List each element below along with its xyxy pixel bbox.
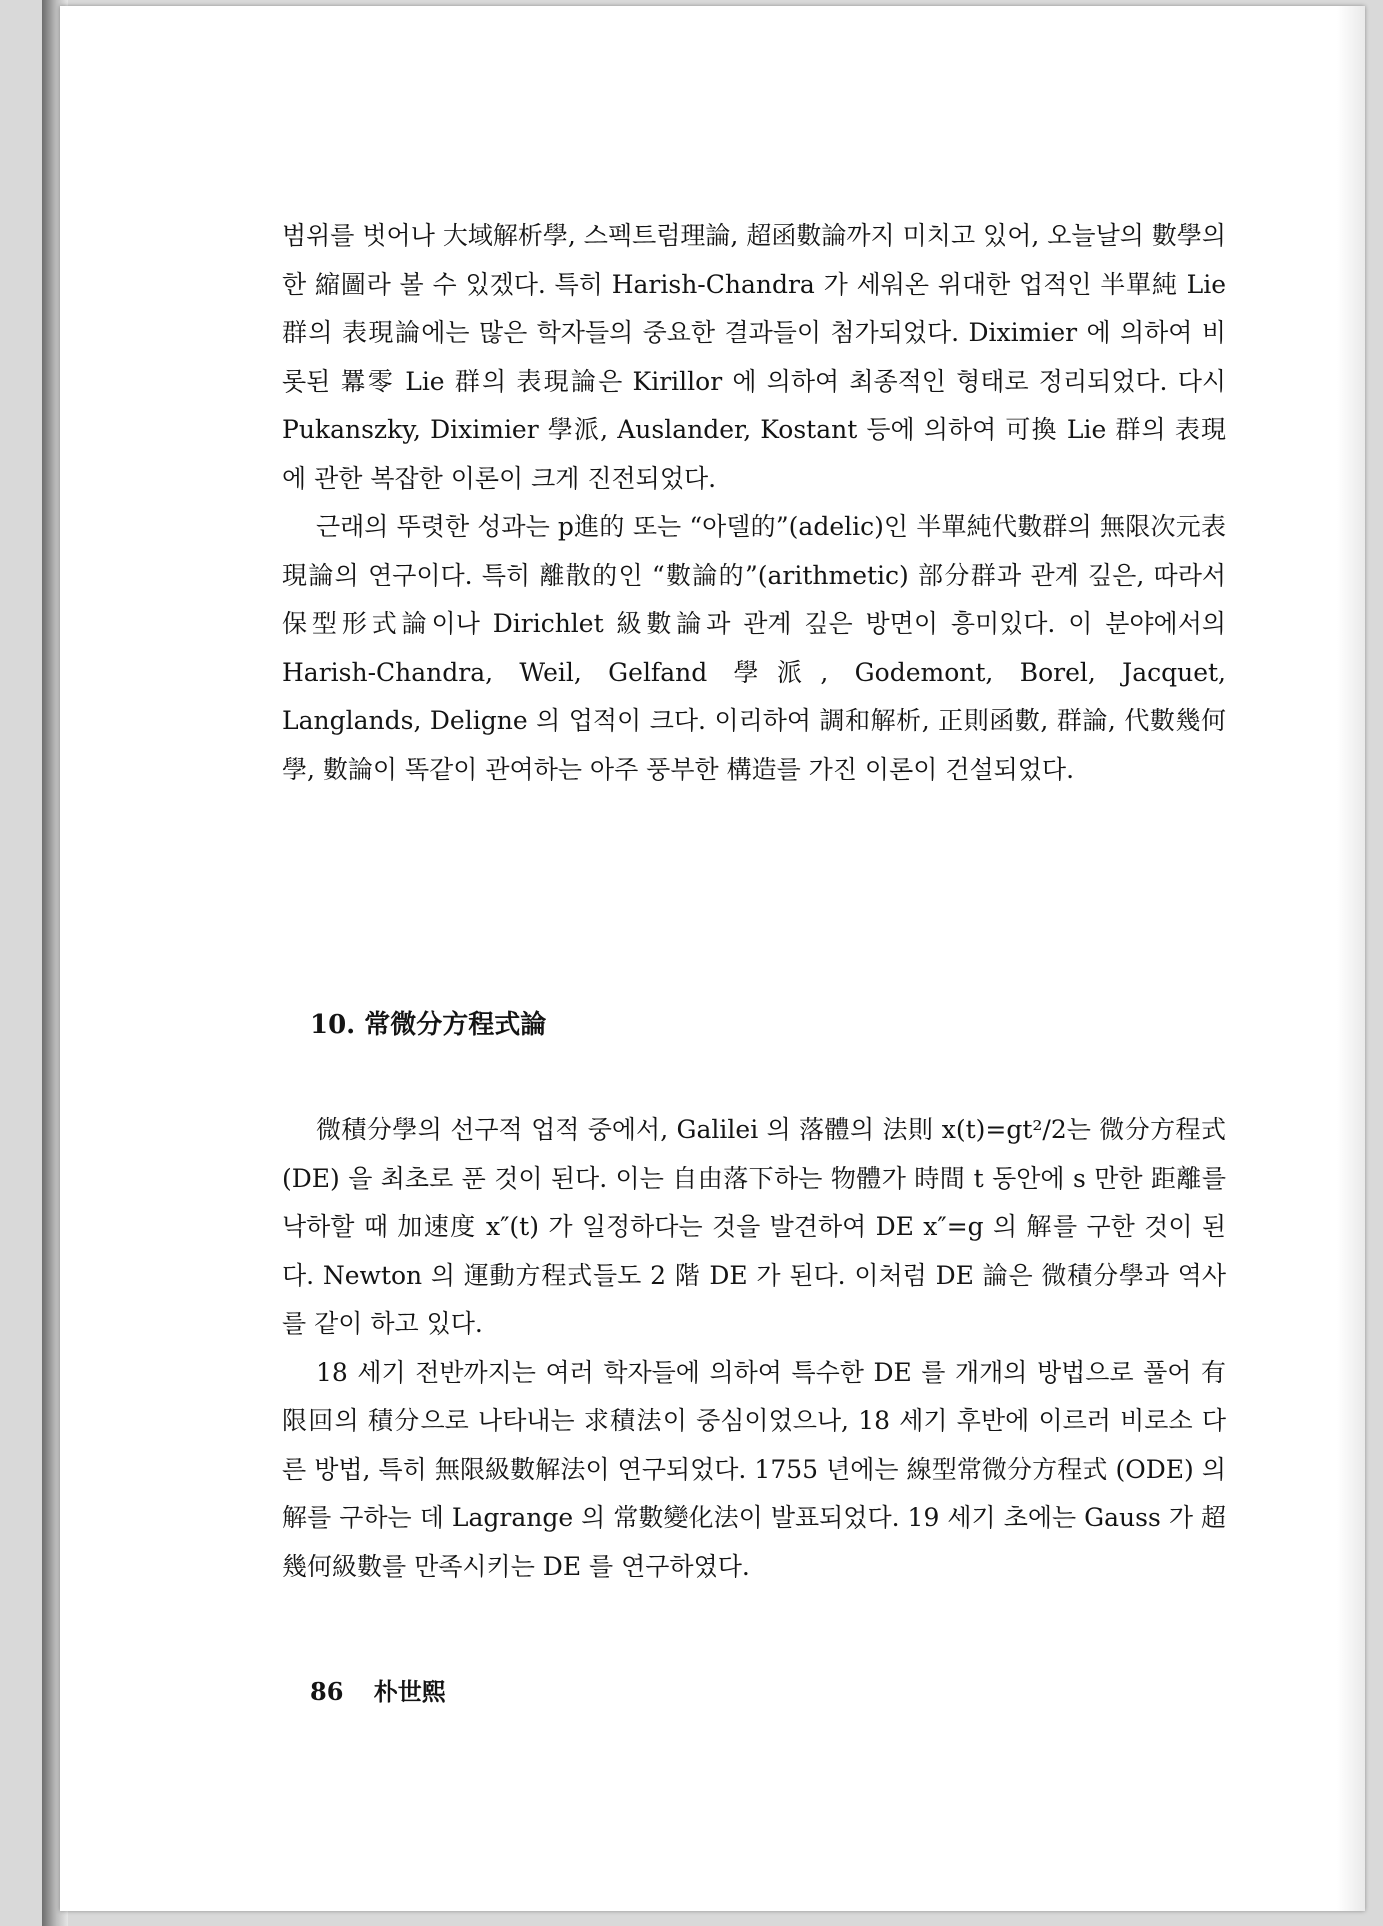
paragraph: 범위를 벗어나 大域解析學, 스펙트럼理論, 超函數論까지 미치고 있어, 오늘날의 數學의 한 縮圖라 볼 수 있겠다. 특히 Harish-Chandra 가 세워온 위대한 업적인 半單純 Lie 群의 表現論에는 많은 학자들의 중요한 결과들이 첨가되었다. Diximier 에 의하여 비롯된 羃零 Lie 群의 表現論은 Kirillor 에 의하여 최종적인 형태로 정리되었다. 다시 Pukanszky, Diximier 學派, Auslander, Kostant 등에 의하여 可換 Lie 群의 表現에 관한 복잡한 이론이 크게 진전되었다. xyxy=(282,221,1226,493)
paragraph: 근래의 뚜렷한 성과는 p進的 또는 “아델的”(adelic)인 半單純代數群의 無限次元表現論의 연구이다. 특히 離散的인 “數論的”(arithmetic) 部分群과 관계 깊은, 따라서 保型形式論이나 Dirichlet 級數論과 관계 깊은 방면이 흥미있다. 이 분야에서의 Harish-Chandra, Weil, Gelfand 學派, Godemont, Borel, Jacquet, Langlands, Deligne 의 업적이 크다. 이리하여 調和解析, 正則函數, 群論, 代數幾何學, 數論이 똑같이 관여하는 아주 풍부한 構造를 가진 이론이 건설되었다. xyxy=(282,512,1226,784)
section-heading: 10. 常微分方程式論 xyxy=(310,1010,547,1040)
previous-section-text xyxy=(282,212,1226,794)
author-name: 朴世熙 xyxy=(373,1677,446,1706)
page-edge xyxy=(1337,6,1365,1911)
paragraph: 微積分學의 선구적 업적 중에서, Galilei 의 落體의 法則 x(t)=gt²/2는 微分方程式 (DE) 을 최초로 푼 것이 된다. 이는 自由落下하는 物體가 時間 t 동안에 s 만한 距離를 낙하할 때 加速度 x″(t) 가 일정하다는 것을 발견하여 DE x″=g 의 解를 구한 것이 된다. Newton 의 運動方程式들도 2 階 DE 가 된다. 이처럼 DE 論은 微積分學과 역사를 같이 하고 있다. xyxy=(282,1115,1226,1338)
page-number: 86 xyxy=(310,1677,344,1706)
page-footer xyxy=(310,1672,468,1707)
section-body xyxy=(282,1106,1226,1591)
paragraph: 18 세기 전반까지는 여러 학자들에 의하여 특수한 DE 를 개개의 방법으로 풀어 有限回의 積分으로 나타내는 求積法이 중심이었으나, 18 세기 후반에 이르러 비로소 다른 방법, 특히 無限級數解法이 연구되었다. 1755 년에는 線型常微分方程式 (ODE) 의 解를 구하는 데 Lagrange 의 常數變化法이 발표되었다. 19 세기 초에는 Gauss 가 超幾何級數를 만족시키는 DE 를 연구하였다. xyxy=(282,1357,1226,1581)
